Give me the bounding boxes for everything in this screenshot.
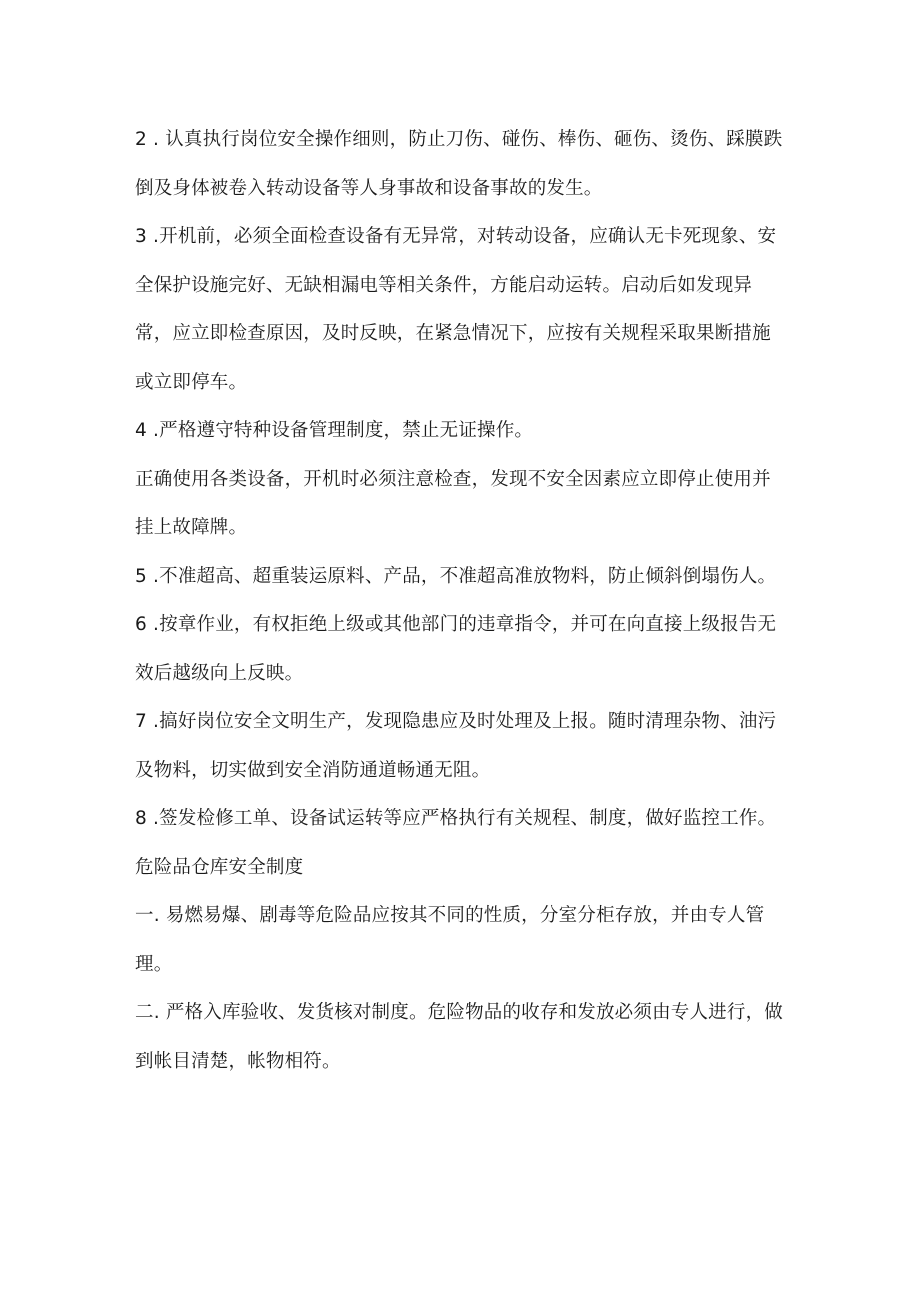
paragraph-item-8: 8 .签发检修工单、设备试运转等应严格执行有关规程、制度，做好监控工作。: [135, 808, 777, 829]
paragraph-item-4: 4 .严格遵守特种设备管理制度，禁止无证操作。: [135, 420, 534, 441]
paragraph-rule-2: 二. 严格入库验收、发货核对制度。危险物品的收存和发放必须由专人进行，做到帐目清楚，帐物相符。: [135, 1002, 783, 1072]
paragraph-equipment-use: 正确使用各类设备，开机时必须注意检查，发现不安全因素应立即停止使用并挂上故障牌。: [135, 468, 771, 538]
paragraph-item-7: 7 .搞好岗位安全文明生产，发现隐患应及时处理及上报。随时清理杂物、油污及物料，切实做到安全消防通道畅通无阻。: [135, 711, 777, 781]
paragraph-item-5: 5 .不准超高、超重装运原料、产品，不准超高准放物料，防止倾斜倒塌伤人。: [135, 565, 777, 587]
paragraph-item-3: 3 .开机前，必须全面检查设备有无异常，对转动设备，应确认无卡死现象、安全保护设施完好、无缺相漏电等相关条件，方能启动运转。启动后如发现异常，应立即检查原因，及时反映，在紧急情况下，应按有关规程采取果断措施或立即停车。: [135, 226, 777, 393]
section-heading: 危险品仓库安全制度: [135, 856, 304, 878]
document-body: [135, 116, 785, 1086]
paragraph-item-6: 6 .按章作业，有权拒绝上级或其他部门的违章指令，并可在向直接上级报告无效后越级向上反映。: [135, 614, 777, 684]
paragraph-rule-1: 一. 易燃易爆、剧毒等危险品应按其不同的性质，分室分柜存放，并由专人管理。: [135, 905, 765, 975]
paragraph-item-2: 2 . 认真执行岗位安全操作细则，防止刀伤、碰伤、棒伤、砸伤、烫伤、踩膜跌倒及身体被卷入转动设备等人身事故和设备事故的发生。: [135, 129, 783, 199]
